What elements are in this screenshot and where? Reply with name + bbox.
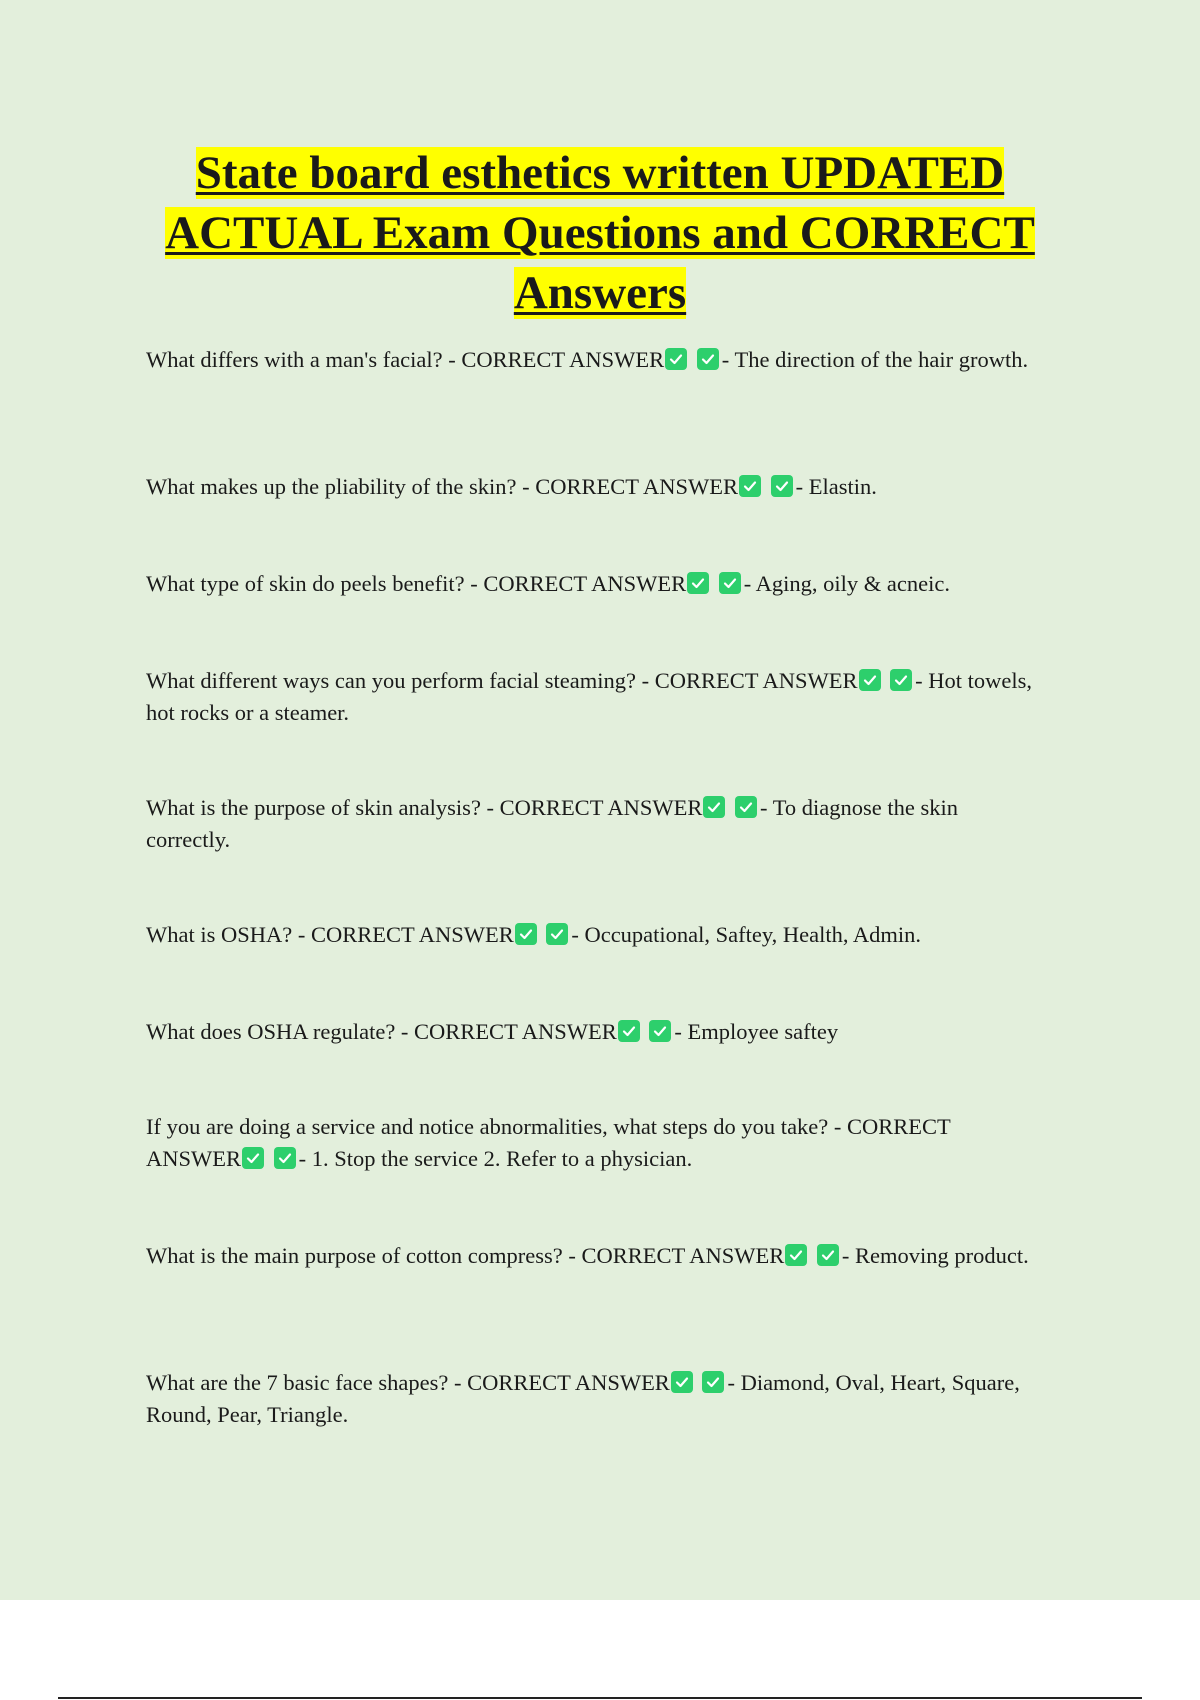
check-mark-icon	[515, 923, 537, 945]
check-mark-icon	[671, 1371, 693, 1393]
question-text: What is the purpose of skin analysis? - CORRECT ANSWER	[146, 795, 703, 820]
answer-text: - The direction of the hair growth.	[721, 347, 1029, 372]
answer-text: - To diagnose the skin correctly.	[146, 795, 959, 852]
qa-item	[146, 665, 1036, 729]
check-mark-icon	[739, 475, 761, 497]
check-mark-icon	[649, 1020, 671, 1042]
check-mark-icon	[697, 348, 719, 370]
qa-item	[146, 1016, 1036, 1048]
question-text: What differs with a man's facial? - CORRECT ANSWER	[146, 347, 665, 372]
question-text: If you are doing a service and notice abnormalities, what steps do you take? - CORRECT ANSWER	[146, 1114, 951, 1171]
check-mark-icon	[859, 669, 881, 691]
question-text: What type of skin do peels benefit? - CORRECT ANSWER	[146, 571, 687, 596]
question-text: What is the main purpose of cotton compress? - CORRECT ANSWER	[146, 1243, 785, 1268]
check-mark-icon	[771, 475, 793, 497]
check-mark-icon	[274, 1147, 296, 1169]
check-mark-icon	[702, 1371, 724, 1393]
check-mark-icon	[785, 1244, 807, 1266]
check-mark-icon	[546, 923, 568, 945]
answer-text: - 1. Stop the service 2. Refer to a physician.	[298, 1146, 693, 1171]
qa-item	[146, 1240, 1036, 1272]
qa-item	[146, 1367, 1036, 1431]
check-mark-icon	[719, 572, 741, 594]
qa-item	[146, 1111, 1036, 1175]
question-text: What does OSHA regulate? - CORRECT ANSWER	[146, 1019, 617, 1044]
answer-text: - Elastin.	[795, 474, 877, 499]
qa-item	[146, 792, 1036, 856]
check-mark-icon	[618, 1020, 640, 1042]
qa-item	[146, 344, 1036, 376]
qa-item	[146, 919, 1036, 951]
check-mark-icon	[817, 1244, 839, 1266]
answer-text: - Aging, oily & acneic.	[743, 571, 950, 596]
answer-text: - Occupational, Saftey, Health, Admin.	[571, 922, 922, 947]
check-mark-icon	[242, 1147, 264, 1169]
qa-item	[146, 471, 1036, 503]
question-text: What makes up the pliability of the skin? - CORRECT ANSWER	[146, 474, 739, 499]
check-mark-icon	[890, 669, 912, 691]
check-mark-icon	[665, 348, 687, 370]
answer-text: - Hot towels, hot rocks or a steamer.	[146, 668, 1032, 725]
document-title	[100, 143, 1100, 323]
answer-text: - Diamond, Oval, Heart, Square, Round, Pear, Triangle.	[146, 1370, 1020, 1427]
answer-text: - Removing product.	[841, 1243, 1029, 1268]
answer-text: - Employee saftey	[674, 1019, 839, 1044]
question-text: What is OSHA? - CORRECT ANSWER	[146, 922, 514, 947]
check-mark-icon	[687, 572, 709, 594]
question-text: What are the 7 basic face shapes? - CORRECT ANSWER	[146, 1370, 670, 1395]
qa-item	[146, 568, 1036, 600]
check-mark-icon	[703, 796, 725, 818]
footer-divider	[58, 1697, 1142, 1699]
check-mark-icon	[735, 796, 757, 818]
question-text: What different ways can you perform facial steaming? - CORRECT ANSWER	[146, 668, 858, 693]
document-title-text: State board esthetics written UPDATED ACTUAL Exam Questions and CORRECT Answers	[165, 147, 1035, 319]
